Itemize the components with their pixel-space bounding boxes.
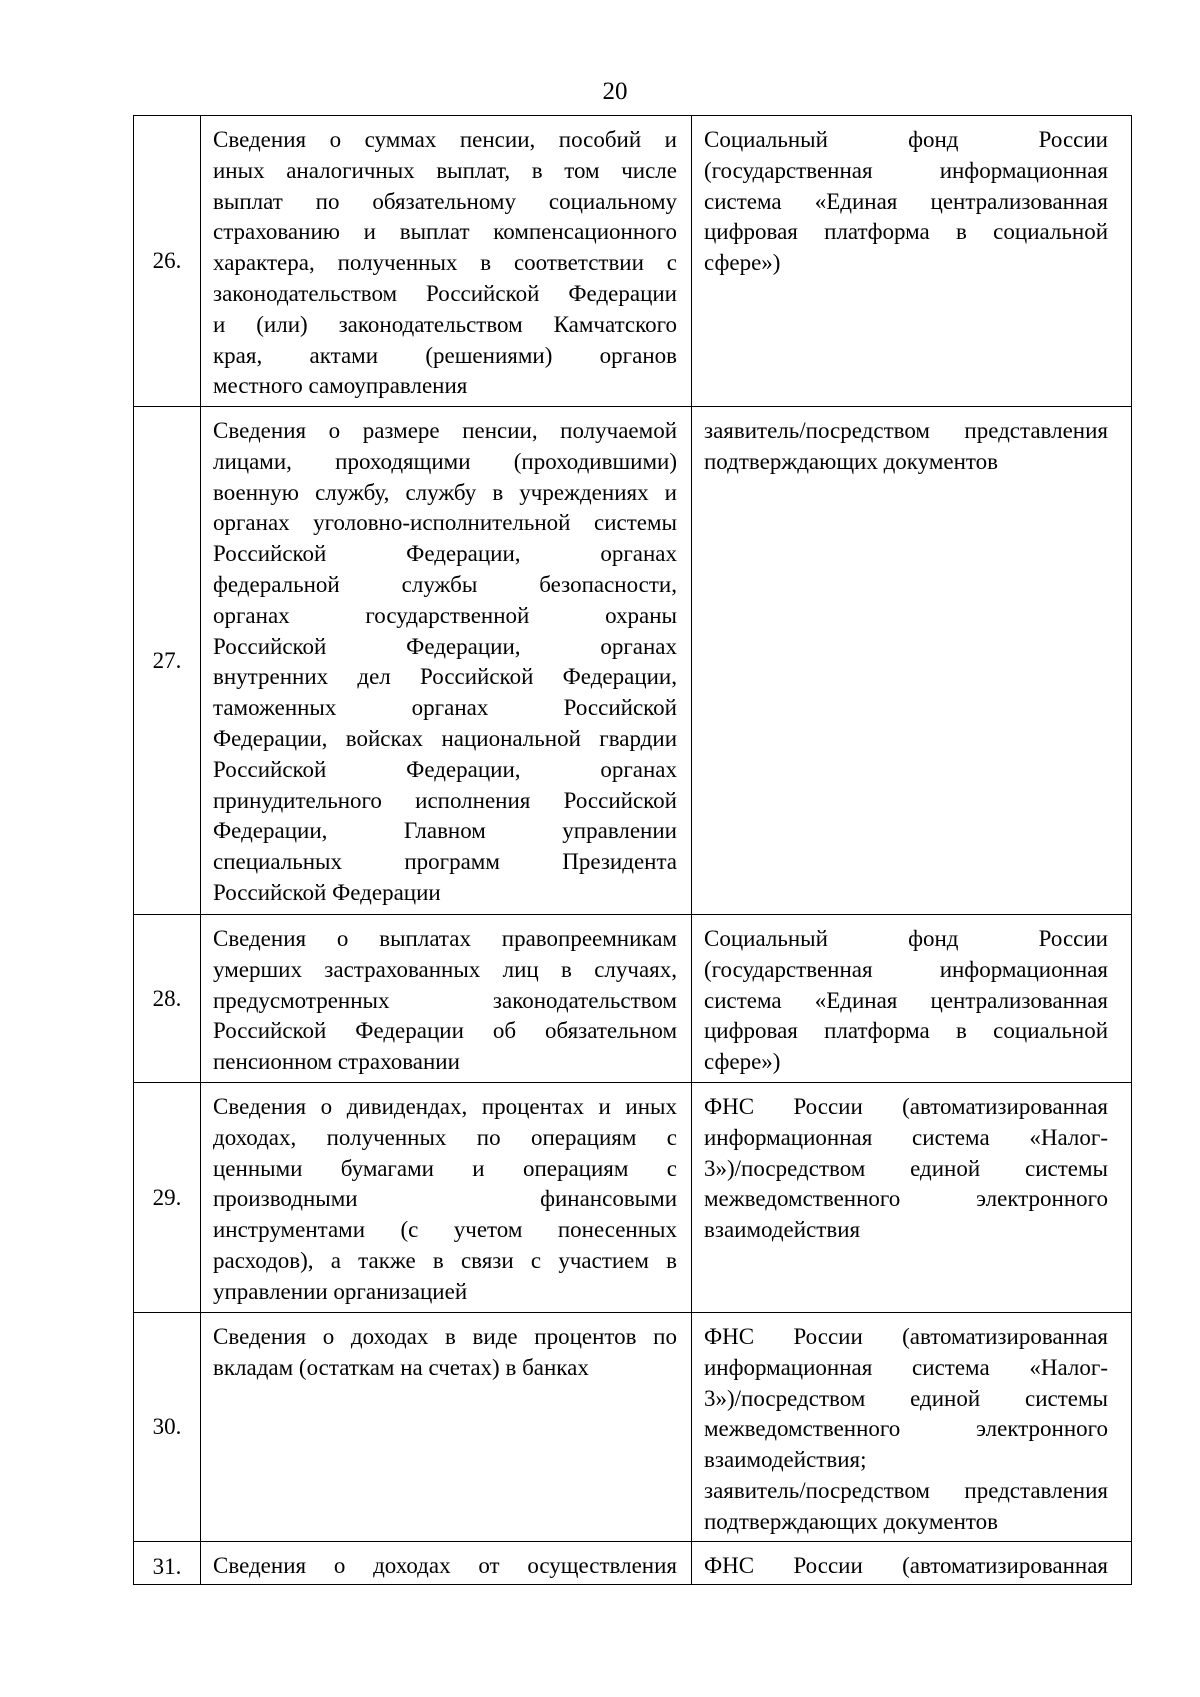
text-line: (государственная информационная <box>704 157 1108 183</box>
text-line: межведомственного электронного <box>704 1186 1108 1212</box>
text-line: Сведения о доходах от осуществления <box>213 1553 677 1578</box>
text-line: подтверждающих документов <box>704 1508 999 1534</box>
info-cell <box>201 407 692 915</box>
info-cell <box>201 1313 692 1542</box>
text-line: Сведения о дивидендах, процентах и иных <box>213 1094 677 1119</box>
text-line: местного самоуправления <box>213 373 468 399</box>
text-line: Федерации, Главном управлении <box>213 818 677 844</box>
page-number: 20 <box>602 78 628 105</box>
text-line: система «Единая централизованная <box>704 188 1108 214</box>
info-cell <box>201 1083 692 1313</box>
text-line: информационная система «Налог- <box>704 1354 1108 1380</box>
text-line: предусмотренных законодательством <box>213 987 677 1013</box>
text-line: производными финансовыми <box>213 1186 677 1212</box>
info-cell <box>201 116 692 407</box>
table-row <box>134 1313 1132 1542</box>
text-line: (государственная информационная <box>704 956 1108 982</box>
text-line: внутренних дел Российской Федерации, <box>213 664 677 690</box>
text-line: Российской Федерации, органах <box>213 633 677 659</box>
text-line: умерших застрахованных лиц в случаях, <box>213 956 677 982</box>
text-line: Федерации, войсках национальной гвардии <box>213 725 677 751</box>
text-line: цифровая платформа в социальной <box>704 219 1108 245</box>
row-number: 26. <box>134 116 201 407</box>
text-line: доходах, полученных по операциям с <box>213 1124 677 1150</box>
text-line: Социальный фонд России <box>704 127 1108 152</box>
text-line: сфере») <box>704 1049 781 1075</box>
text-line: ФНС России (автоматизированная <box>704 1324 1108 1349</box>
text-line: пенсионном страховании <box>213 1049 460 1075</box>
source-cell <box>692 1313 1132 1542</box>
text-line: иных аналогичных выплат, в том числе <box>213 157 677 183</box>
row-number-text: 31. <box>152 1554 182 1579</box>
text-line: 3»)/посредством единой системы <box>704 1385 1108 1411</box>
row-number: 29. <box>134 1083 201 1313</box>
text-line: таможенных органах Российской <box>213 695 677 721</box>
text-line: система «Единая централизованная <box>704 987 1108 1013</box>
text-line: Российской Федерации об обязательном <box>213 1018 677 1044</box>
text-line: заявитель/посредством представления <box>704 418 1108 443</box>
text-line: управлении организацией <box>213 1278 468 1304</box>
text-line: заявитель/посредством представления <box>704 1477 1108 1503</box>
information-sources-table <box>133 115 1132 1585</box>
text-line: ФНС России (автоматизированная <box>704 1094 1108 1119</box>
row-number: 28. <box>134 915 201 1083</box>
text-line: Сведения о размере пенсии, получаемой <box>213 418 677 443</box>
row-number: 30. <box>134 1313 201 1542</box>
text-line: цифровая платформа в социальной <box>704 1018 1108 1044</box>
text-line: инструментами (с учетом понесенных <box>213 1217 677 1243</box>
text-line: расходов), а также в связи с участием в <box>213 1247 677 1273</box>
text-line: принудительного исполнения Российской <box>213 787 677 813</box>
text-line: Российской Федерации <box>213 879 441 905</box>
text-line: Сведения о суммах пенсии, пособий и <box>213 127 677 152</box>
info-cell <box>201 915 692 1083</box>
source-cell <box>692 915 1132 1083</box>
table-row <box>134 407 1132 915</box>
text-line: федеральной службы безопасности, <box>213 571 677 597</box>
text-line: вкладам (остаткам на счетах) в банках <box>213 1354 589 1380</box>
text-line: взаимодействия; <box>704 1447 867 1473</box>
table-row <box>134 1083 1132 1313</box>
text-line: лицами, проходящими (проходившими) <box>213 448 677 474</box>
text-line: военную службу, службу в учреждениях и <box>213 479 677 505</box>
table-row <box>134 116 1132 407</box>
text-line: органах государственной охраны <box>213 602 677 628</box>
table-row <box>134 915 1132 1083</box>
text-line: Социальный фонд России <box>704 926 1108 951</box>
text-line: взаимодействия <box>704 1217 861 1243</box>
text-line: 3»)/посредством единой системы <box>704 1155 1108 1181</box>
source-cell <box>692 407 1132 915</box>
source-cell <box>692 1542 1132 1585</box>
source-cell <box>692 116 1132 407</box>
text-line: Российской Федерации, органах <box>213 541 677 567</box>
text-line: подтверждающих документов <box>704 448 999 474</box>
text-line: страхованию и выплат компенсационного <box>213 219 677 245</box>
text-line: края, актами (решениями) органов <box>213 342 677 368</box>
row-number: 27. <box>134 407 201 915</box>
text-line: ФНС России (автоматизированная <box>704 1553 1108 1578</box>
text-line: законодательством Российской Федерации <box>213 280 677 306</box>
table-row <box>134 1542 1132 1585</box>
text-line: органах уголовно-исполнительной системы <box>213 510 677 536</box>
text-line: ценными бумагами и операциям с <box>213 1155 677 1181</box>
text-line: Сведения о доходах в виде процентов по <box>213 1324 677 1349</box>
text-line: характера, полученных в соответствии с <box>213 250 677 276</box>
text-line: сфере») <box>704 250 781 276</box>
text-line: информационная система «Налог- <box>704 1124 1108 1150</box>
source-cell <box>692 1083 1132 1313</box>
text-line: межведомственного электронного <box>704 1416 1108 1442</box>
text-line: Российской Федерации, органах <box>213 756 677 782</box>
info-cell <box>201 1542 692 1585</box>
text-line: специальных программ Президента <box>213 849 677 875</box>
text-line: и (или) законодательством Камчатского <box>213 311 677 337</box>
text-line: выплат по обязательному социальному <box>213 188 677 214</box>
row-number <box>134 1542 201 1585</box>
text-line: Сведения о выплатах правопреемникам <box>213 926 677 951</box>
